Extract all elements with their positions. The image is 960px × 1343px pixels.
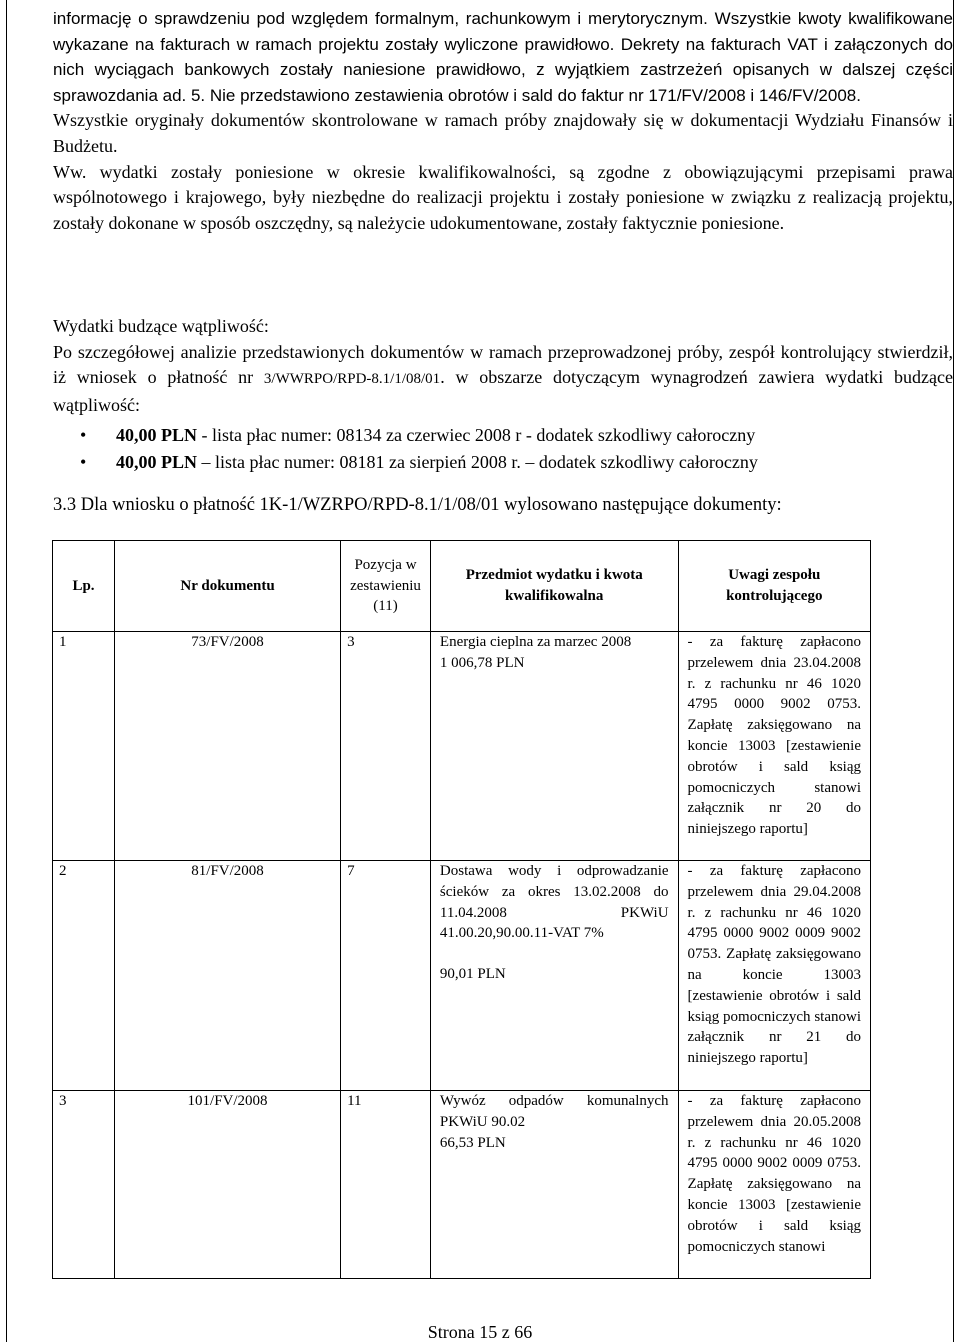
cell-nr: 81/FV/2008 <box>115 861 341 1091</box>
body-text <box>53 6 953 236</box>
left-margin-line <box>6 0 7 1342</box>
bullet-icon: • <box>80 425 87 446</box>
section-3-3 <box>53 492 953 518</box>
cell-przedmiot <box>430 632 678 861</box>
doubts-section <box>53 314 953 476</box>
paragraph-oryginaly: Wszystkie oryginały dokumentów skontrolowane w ramach próby znajdowały się w dokumentacji Wydziału Finansów i Budżetu. <box>53 110 953 156</box>
cell-poz: 3 <box>341 632 431 861</box>
cell-uwagi: - za fakturę zapłacono przelewem dnia 20.05.2008 r. z rachunku nr 46 1020 4795 0000 9002 0009 0753. Zapłatę zaksięgowano na koncie 13003 [zestawienie obrotów i sald ksiąg pomocniczych stanowi <box>678 1091 870 1279</box>
kwota-text: 66,53 PLN <box>439 1134 506 1151</box>
kwota-text: 90,01 PLN <box>439 966 506 983</box>
cell-nr: 73/FV/2008 <box>115 632 341 861</box>
paragraph-analiza <box>53 340 953 419</box>
header-uwagi: Uwagi zespołu kontrolującego <box>678 541 870 632</box>
cell-lp: 3 <box>53 1091 115 1279</box>
page-number: Strona 15 z 66 <box>427 1322 533 1342</box>
wniosek-code: 3/WWRPO/RPD-8.1/1/08/01 <box>263 371 441 388</box>
cell-przedmiot <box>430 1091 678 1279</box>
przedmiot-text: Energia cieplna za marzec 2008 <box>439 634 632 650</box>
cell-nr: 101/FV/2008 <box>115 1091 341 1279</box>
table-row <box>53 861 871 1091</box>
documents-table <box>52 540 871 1279</box>
cell-przedmiot <box>430 861 678 1091</box>
przedmiot-text: Dostawa wody i odprowadzanie ścieków za okres 13.02.2008 do 11.04.2008 PKWiU 41.00.20,90.00.11-VAT 7% <box>439 863 669 942</box>
kwota-text: 1 006,78 PLN <box>439 654 525 671</box>
header-przedmiot: Przedmiot wydatku i kwota kwalifikowalna <box>430 541 678 632</box>
bullet-icon: • <box>80 452 87 473</box>
bullet-amount: 40,00 PLN <box>116 452 197 473</box>
przedmiot-text: Wywóz odpadów komunalnych PKWiU 90.02 <box>439 1093 669 1130</box>
right-margin-line <box>953 0 954 1342</box>
cell-poz: 11 <box>341 1091 431 1279</box>
paragraph-sprawdzenie: informację o sprawdzeniu pod względem formalnym, rachunkowym i merytorycznym. Wszystkie kwoty kwalifikowane wykazane na fakturach w ramach projektu zostały wyliczone prawidłowo. Dekrety na fakturach VAT i załączonych do nich wyciągach bankowych zostały naniesione prawidłowo, z wyjątkiem zastrzeżeń opisanych w dalszej części sprawozdania ad. 5. Nie przedstawiono zestawienia obrotów i sald do faktur nr 171/FV/2008 i 146/FV/2008. <box>53 9 953 105</box>
list-item <box>53 422 953 449</box>
bullet-text: - lista płac numer: 08134 za czerwiec 2008 r - dodatek szkodliwy całoroczny <box>197 425 756 446</box>
cell-uwagi: - za fakturę zapłacono przelewem dnia 23.04.2008 r. z rachunku nr 46 1020 4795 0000 9002 0753. Zapłatę zaksięgowano na koncie 13003 [zestawienie obrotów i sald ksiąg pomocniczych stanowi załącznik nr 20 do niniejszego raportu] <box>678 632 870 861</box>
table-row <box>53 1091 871 1279</box>
bullet-amount: 40,00 PLN <box>116 425 197 446</box>
cell-lp: 2 <box>53 861 115 1091</box>
header-nr-dokumentu: Nr dokumentu <box>115 541 341 632</box>
analiza-text-2: . w obszarze dotyczącym wynagrodzeń zawiera wydatki budzące wątpliwość: <box>53 367 953 415</box>
doubts-title: Wydatki budzące wątpliwość: <box>53 316 269 336</box>
bullet-list <box>53 422 953 476</box>
cell-uwagi: - za fakturę zapłacono przelewem dnia 29.04.2008 r. z rachunku nr 46 1020 4795 0000 9002 0009 9002 0753. Zapłatę zaksięgowano na koncie 13003 [zestawienie obrotów i sald ksiąg pomocniczych stanowi załącznik nr 21 do niniejszego raportu] <box>678 861 870 1091</box>
bullet-text: – lista płac numer: 08181 za sierpień 2008 r. – dodatek szkodliwy całoroczny <box>197 452 758 473</box>
cell-poz: 7 <box>341 861 431 1091</box>
analiza-text-1: Po szczegółowej analizie przedstawionych dokumentów w ramach przeprowadzonej próby, zespół kontrolujący stwierdził, iż wniosek o płatność nr <box>53 341 953 388</box>
header-pozycja: Pozycja w zestawieniu (11) <box>341 541 431 632</box>
section-heading: 3.3 Dla wniosku o płatność 1K-1/WZRPO/RPD-8.1/1/08/01 wylosowano następujące dokumenty: <box>53 495 782 515</box>
paragraph-kwalifikowalnosc: Ww. wydatki zostały poniesione w okresie kwalifikowalności, są zgodne z obowiązującymi przepisami prawa wspólnotowego i krajowego, były niezbędne do realizacji projektu i zostały poniesione w związku z realizacją projektu, zostały dokonane w sposób oszczędny, są należycie udokumentowane, zostały faktycznie poniesione. <box>53 161 953 233</box>
header-lp: Lp. <box>53 541 115 632</box>
table-row <box>53 632 871 861</box>
list-item <box>53 449 953 476</box>
table-header-row <box>53 541 871 632</box>
cell-lp: 1 <box>53 632 115 861</box>
